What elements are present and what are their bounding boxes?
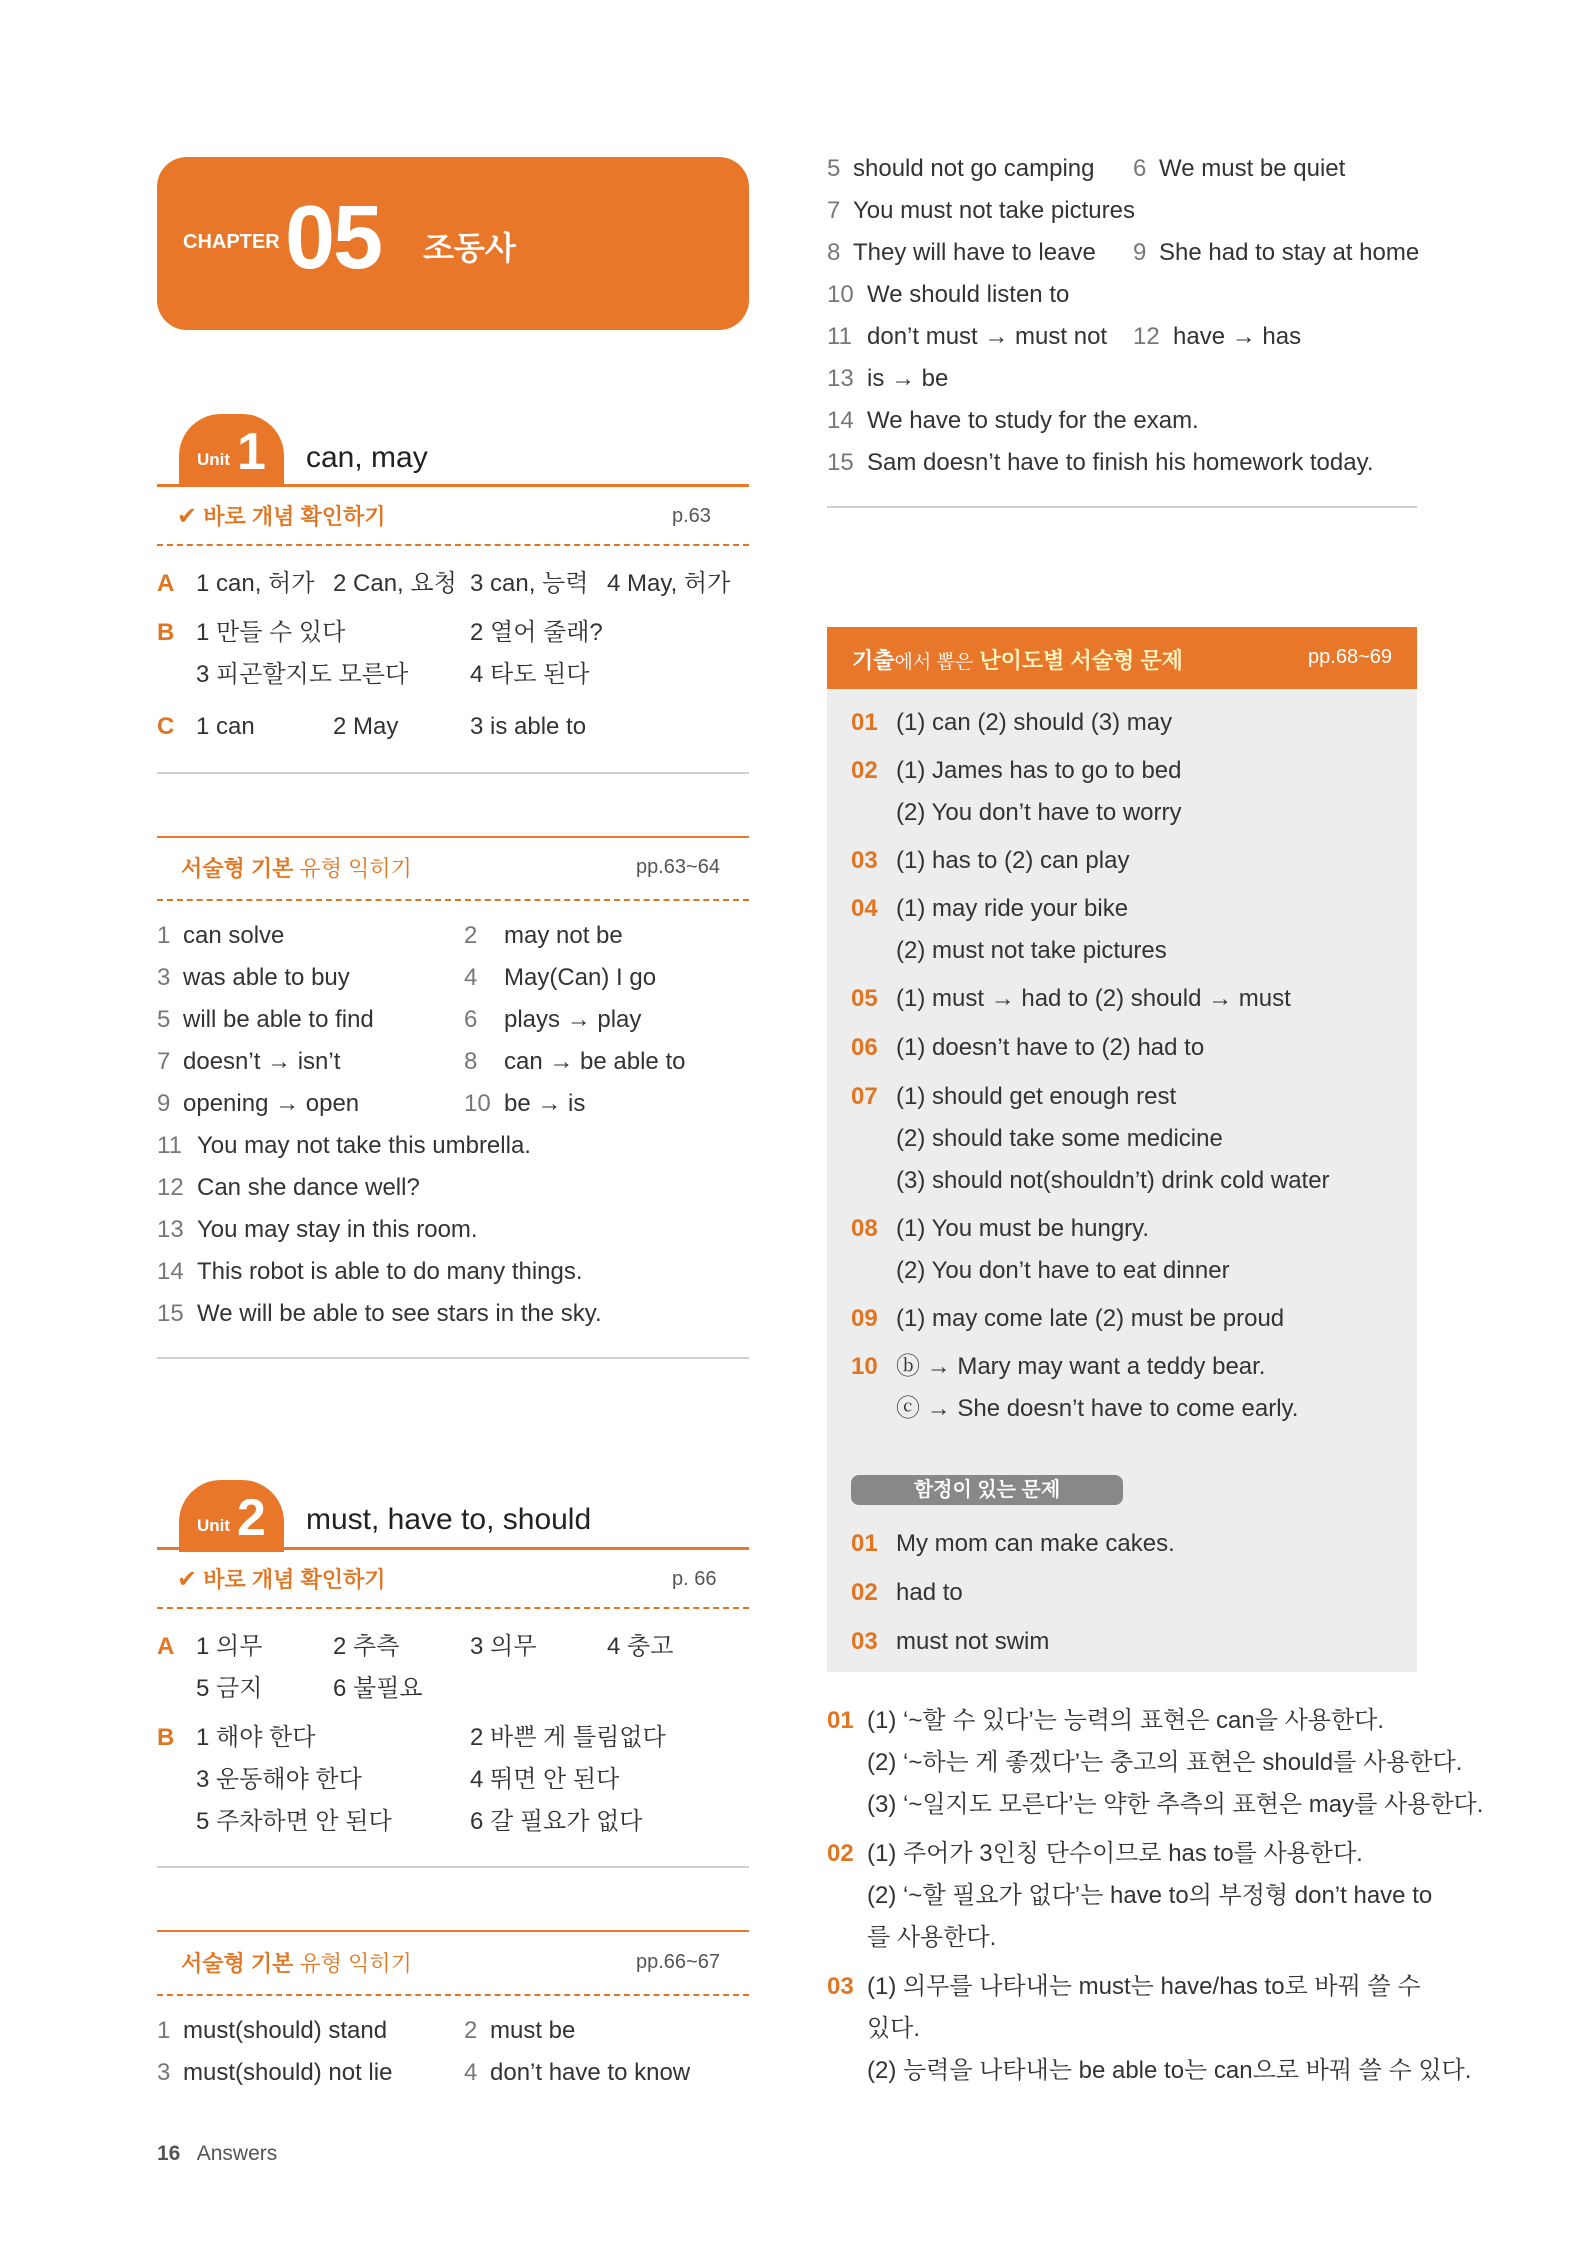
trap-label: 함정이 있는 문제 [851,1475,1123,1505]
item-text: My mom can make cakes. [896,1530,1175,1557]
divider [157,1994,749,1996]
list-item [464,1083,585,1125]
list-item [827,1917,996,1959]
list-item: 5 금지 [196,1675,263,1702]
item-number: 13 [157,1216,184,1243]
list-item: 3 의무 [470,1633,537,1660]
item-number: 12 [157,1174,184,1201]
chapter-title: 조동사 [423,230,516,266]
list-item: 1 해야 한다 [196,1724,316,1751]
list-item [827,190,1135,232]
item-text: (2) ‘~하는 게 좋겠다’는 충고의 표현은 should를 사용한다. [867,1749,1463,1776]
item-number: 09 [851,1305,878,1332]
item-text: (1) must → had to (2) should → must [896,985,1291,1012]
list-item: 1 만들 수 있다 [196,619,346,646]
list-item: 3 can, 능력 [470,570,589,597]
list-item [827,1966,1421,2008]
unit1-number: 1 [237,423,266,481]
list-item [851,840,1129,882]
list-item [827,358,948,400]
list-item: 3 운동해야 한다 [196,1766,362,1793]
list-item [851,1027,1204,1069]
list-item [464,999,641,1041]
list-item: 2 추측 [333,1633,400,1660]
check-icon: ✔ [177,503,198,530]
list-item [464,2052,690,2094]
item-text: This robot is able to do many things. [197,1258,583,1285]
item-text: have → has [1173,323,1302,350]
item-text: We should listen to [867,281,1070,308]
unit1-practice-page: pp.63~64 [636,856,720,878]
item-number: 13 [827,365,854,392]
item-text: must(should) not lie [183,2059,393,2086]
divider [157,1866,749,1868]
item-text: (3) should not(shouldn’t) drink cold water [896,1167,1330,1194]
item-text: don’t must → must not [867,323,1108,350]
unit2-number: 2 [237,1489,266,1547]
item-number: 11 [827,323,852,350]
list-item [827,1742,1462,1784]
divider [157,1607,749,1609]
list-item [851,1076,1176,1118]
item-number: 01 [851,709,878,736]
list-item [1133,148,1345,190]
list-item [827,1875,1432,1917]
list-item [851,1160,1330,1202]
list-item [157,957,350,999]
item-number: 6 [464,1006,478,1033]
item-number: 10 [851,1353,878,1380]
list-item [851,792,1182,834]
item-text: was able to buy [183,964,350,991]
item-text: (1) James has to go to bed [896,757,1182,784]
list-item [157,1083,359,1125]
chapter-label: CHAPTER [183,231,280,253]
list-item [851,702,1172,744]
list-item [157,1167,420,1209]
unit2-practice-page: pp.66~67 [636,1951,720,1973]
item-text: You may not take this umbrella. [197,1132,531,1159]
unit1-B-row: B [157,619,175,646]
item-text: must not swim [896,1628,1050,1655]
divider [157,1930,749,1932]
list-item [851,1523,1175,1565]
item-number: 2 [464,2017,478,2044]
divider [157,836,749,838]
item-text: (1) 의무를 나타내는 must는 have/has to로 바꿔 쓸 수 [867,1973,1421,2000]
list-item: 4 May, 허가 [607,570,731,597]
item-number: 02 [827,1840,854,1867]
unit2-check-head: ✔ 바로 개념 확인하기 [177,1566,386,1593]
list-item [827,1784,1483,1826]
divider [157,772,749,774]
item-text: be → is [504,1090,586,1117]
item-text: You must not take pictures [853,197,1135,224]
list-item: 2 열어 줄래? [470,619,603,646]
list-item [827,400,1199,442]
unit2-check-page: p. 66 [672,1568,717,1590]
item-text: should not go camping [853,155,1095,182]
item-number: 11 [157,1132,182,1159]
item-text: had to [896,1579,963,1606]
divider [157,1357,749,1359]
list-item: 1 의무 [196,1633,263,1660]
item-text: ⓒ → She doesn’t have to come early. [896,1395,1299,1422]
list-item [464,2010,575,2052]
divider [157,544,749,546]
item-number: 15 [157,1300,184,1327]
item-text: may not be [504,922,623,949]
item-text: (1) can (2) should (3) may [896,709,1173,736]
list-item [157,2010,387,2052]
list-item: 2 바쁜 게 틀림없다 [470,1724,666,1751]
item-text: (2) must not take pictures [896,937,1167,964]
list-item [464,1041,685,1083]
list-item [827,1833,1363,1875]
unit2-label: Unit [197,1516,231,1535]
footer-label: Answers [196,2142,278,2165]
list-item [851,1346,1265,1388]
unit1-practice-head: 서술형 기본 유형 익히기 [181,856,412,881]
item-number: 05 [851,985,878,1012]
item-number: 3 [157,2059,171,2086]
list-item [827,2008,920,2050]
item-number: 03 [851,1628,878,1655]
list-item [157,915,284,957]
page-footer [157,2142,277,2166]
item-text: (2) 능력을 나타내는 be able to는 can으로 바꿔 쓸 수 있다. [867,2057,1472,2084]
unit1-A-row: A [157,570,175,597]
list-item [851,1388,1298,1430]
item-number: 4 [464,964,478,991]
item-number: 5 [827,155,841,182]
item-text: Can she dance well? [197,1174,420,1201]
item-number: 04 [851,895,878,922]
item-text: (1) You must be hungry. [896,1215,1150,1242]
list-item [157,2052,392,2094]
item-number: 9 [157,1090,171,1117]
unit1-rule [157,484,749,487]
list-item [464,915,623,957]
item-text: (2) You don’t have to worry [896,799,1182,826]
unit1-title: can, may [306,441,428,474]
item-text: She had to stay at home [1159,239,1420,266]
list-item: 3 피곤할지도 모른다 [196,661,409,688]
item-text: is → be [867,365,949,392]
item-text: We will be able to see stars in the sky. [197,1300,602,1327]
item-number: 1 [157,2017,171,2044]
list-item [851,978,1291,1020]
item-text: (1) should get enough rest [896,1083,1177,1110]
list-item [827,232,1096,274]
list-item [851,1298,1284,1340]
chapter-number: 05 [285,188,382,288]
item-number: 9 [1133,239,1147,266]
item-text: (1) may come late (2) must be proud [896,1305,1285,1332]
list-item [157,999,374,1041]
list-item: 4 충고 [607,1633,674,1660]
unit2-practice-head: 서술형 기본 유형 익히기 [181,1951,412,1976]
unit2-B-row: B [157,1724,175,1751]
item-text: 를 사용한다. [867,1924,997,1951]
answer-panel-header [827,627,1417,689]
list-item: 1 can [196,713,255,740]
list-item [464,957,656,999]
item-number: 06 [851,1034,878,1061]
list-item: 2 May [333,713,399,740]
item-number: 8 [464,1048,478,1075]
list-item [1133,316,1301,358]
unit2-title: must, have to, should [306,1503,592,1536]
unit2-A-row: A [157,1633,175,1660]
list-item [851,888,1128,930]
list-item [827,316,1107,358]
item-text: don’t have to know [490,2059,691,2086]
item-number: 07 [851,1083,878,1110]
list-item [851,1208,1149,1250]
unit1-tab [179,414,284,486]
item-number: 7 [157,1048,171,1075]
item-text: can → be able to [504,1048,686,1075]
unit2-tab [179,1480,284,1552]
item-text: (1) has to (2) can play [896,847,1130,874]
list-item [157,1209,478,1251]
item-text: doesn’t → isn’t [183,1048,341,1075]
item-number: 8 [827,239,841,266]
item-number: 15 [827,449,854,476]
item-text: (1) doesn’t have to (2) had to [896,1034,1205,1061]
item-text: (2) should take some medicine [896,1125,1223,1152]
item-text: can solve [183,922,285,949]
list-item [157,1251,583,1293]
list-item [851,1250,1230,1292]
chapter-banner [157,157,749,330]
panel-title: 기출에서 뽑은 난이도별 서술형 문제 [852,648,1183,673]
item-number: 02 [851,1579,878,1606]
unit1-C-row: C [157,713,175,740]
unit1-check-head: ✔ 바로 개념 확인하기 [177,503,386,530]
item-text: (2) ‘~할 필요가 없다’는 have to의 부정형 don’t have to [867,1882,1433,1909]
item-number: 01 [851,1530,878,1557]
list-item [851,750,1182,792]
item-number: 12 [1133,323,1160,350]
item-text: (2) You don’t have to eat dinner [896,1257,1230,1284]
item-number: 14 [827,407,854,434]
check-icon: ✔ [177,1566,198,1593]
item-number: 10 [464,1090,491,1117]
divider [827,506,1417,508]
item-number: 4 [464,2059,478,2086]
unit1-check-page: p.63 [672,505,711,527]
item-number: 03 [851,847,878,874]
item-text: (1) may ride your bike [896,895,1129,922]
item-number: 7 [827,197,841,224]
item-text: May(Can) I go [504,964,657,991]
item-text: Sam doesn’t have to finish his homework today. [867,449,1374,476]
list-item [851,1118,1223,1160]
list-item: 1 can, 허가 [196,570,315,597]
list-item [827,1700,1384,1742]
divider [157,899,749,901]
item-text: must be [490,2017,576,2044]
list-item: 3 is able to [470,713,587,740]
item-number: 1 [157,922,171,949]
list-item [827,442,1373,484]
item-number: 08 [851,1215,878,1242]
list-item: 6 불필요 [333,1675,423,1702]
list-item [1133,232,1419,274]
item-number: 6 [1133,155,1147,182]
list-item [851,1572,963,1614]
item-text: We have to study for the exam. [867,407,1199,434]
panel-page: pp.68~69 [1308,646,1392,668]
list-item [851,1621,1049,1663]
list-item [851,930,1167,972]
item-text: (3) ‘~일지도 모른다’는 약한 추측의 표현은 may를 사용한다. [867,1791,1484,1818]
item-number: 5 [157,1006,171,1033]
list-item: 5 주차하면 안 된다 [196,1808,392,1835]
item-number: 10 [827,281,854,308]
unit1-label: Unit [197,450,231,469]
list-item [827,2050,1471,2092]
list-item [157,1041,340,1083]
item-text: They will have to leave [853,239,1096,266]
item-text: (1) 주어가 3인칭 단수이므로 has to를 사용한다. [867,1840,1363,1867]
item-text: 있다. [867,2015,921,2042]
item-text: opening → open [183,1090,360,1117]
item-text: plays → play [504,1006,642,1033]
item-number: 02 [851,757,878,784]
list-item [157,1293,602,1335]
item-number: 2 [464,922,478,949]
list-item [827,148,1095,190]
list-item: 6 갈 필요가 없다 [470,1808,643,1835]
item-text: We must be quiet [1159,155,1346,182]
item-text: will be able to find [183,1006,374,1033]
unit2-rule [157,1547,749,1550]
item-text: must(should) stand [183,2017,388,2044]
list-item: 4 뛰면 안 된다 [470,1766,620,1793]
item-text: You may stay in this room. [197,1216,478,1243]
list-item [157,1125,531,1167]
list-item: 4 타도 된다 [470,661,590,688]
item-number: 14 [157,1258,184,1285]
item-number: 03 [827,1973,854,2000]
page-number: 16 [157,2142,181,2165]
list-item: 2 Can, 요청 [333,570,457,597]
list-item [827,274,1069,316]
item-text: (1) ‘~할 수 있다’는 능력의 표현은 can을 사용한다. [867,1707,1384,1734]
item-number: 01 [827,1707,854,1734]
item-text: ⓑ → Mary may want a teddy bear. [896,1353,1266,1380]
item-number: 3 [157,964,171,991]
